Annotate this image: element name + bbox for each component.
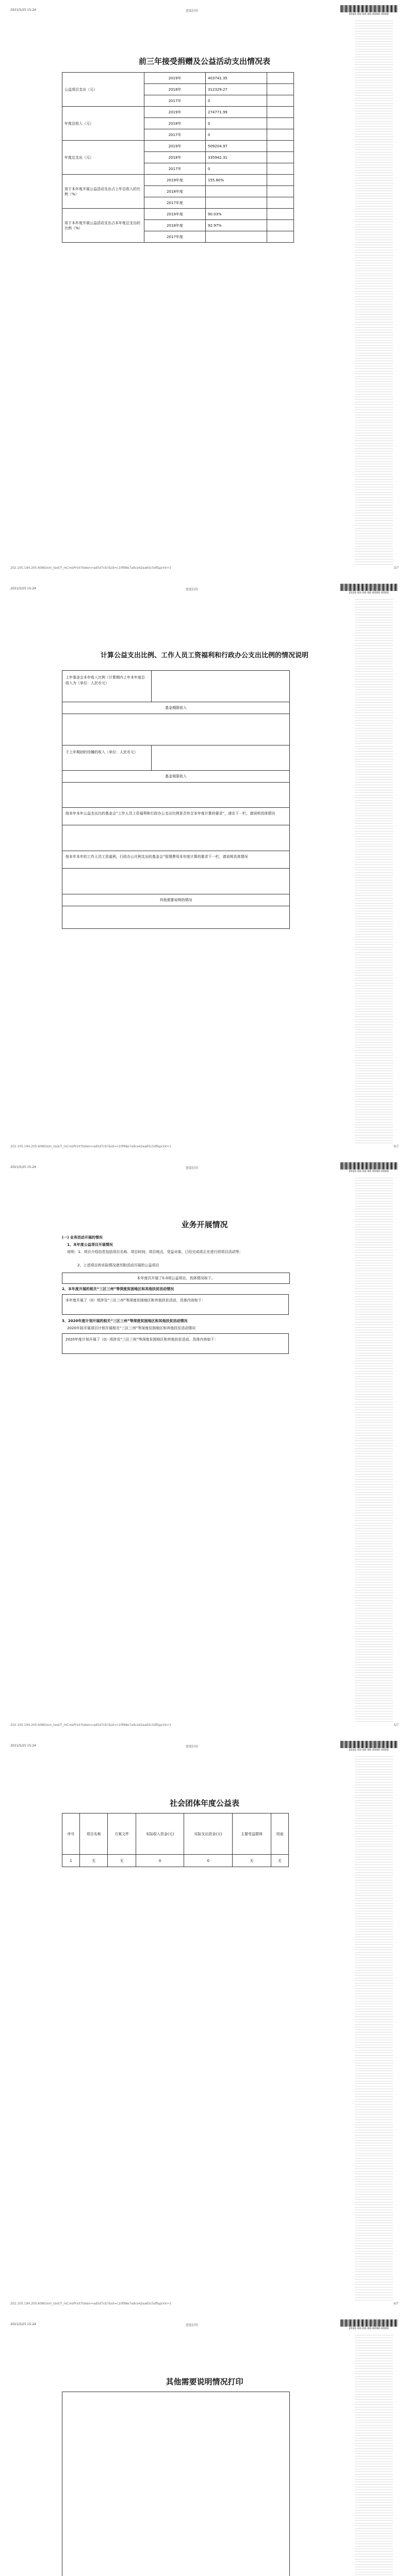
row-label: 按本年本年公益支出比的基金会“工作人员工资福利和行政办公支出比例是否符合本年度计算的要求”，请在下一栏，请说明具体情况	[62, 808, 289, 825]
column-header: 主要受益群体	[232, 1814, 271, 1855]
value-cell	[206, 197, 267, 209]
blank-cell	[267, 129, 294, 141]
column-header: 实际收入资金(元)	[136, 1814, 184, 1855]
section-title: 其他需要说明情况打印	[166, 2377, 243, 2386]
column-header: 用途	[271, 1814, 289, 1855]
table-cell: 无	[271, 1855, 289, 1867]
subheading: 1、本年度公益项目开展情况	[67, 1243, 113, 1247]
table-cell: 无	[108, 1855, 136, 1867]
print-datetime: 2021/5/25 15:24	[10, 2323, 36, 2326]
blank-cell	[267, 220, 294, 231]
section-title: 前三年接受捐赠及公益活动支出情况表	[138, 57, 270, 66]
section-title: 业务开展情况	[181, 1220, 228, 1229]
blank-cell	[267, 73, 294, 84]
page-3	[0, 1157, 409, 1736]
row-group-label: 用于本年度开展公益活动支出占本年度总支出的比例（%）	[62, 209, 144, 243]
table-header-row	[62, 1814, 289, 1855]
row-group-label: 年度总支出（元）	[62, 141, 144, 175]
year-cell: 2019年	[144, 73, 206, 84]
page-4	[0, 1736, 409, 2314]
page-footer	[10, 1723, 399, 1728]
row-label: 按本年本年的工作人员工资福利，行政办公比例支出的基金会“管理费用本年度计算的要求下一栏，请说明具体情况	[62, 851, 289, 869]
table-row	[62, 107, 294, 118]
value-cell: 274771.99	[206, 107, 267, 118]
blank-cell	[267, 141, 294, 152]
year-cell: 2017年度	[144, 197, 206, 209]
decorative-stripes	[355, 2335, 393, 2576]
blank-cell	[267, 107, 294, 118]
row-value	[62, 714, 289, 745]
year-cell: 2019年度	[144, 209, 206, 220]
table-cell: 1	[62, 1855, 80, 1867]
decorative-stripes	[355, 599, 393, 1145]
decorative-stripes	[355, 1178, 393, 1724]
year-cell: 2017年度	[144, 231, 206, 243]
barcode-number: 2020-00-00-00-0000-0000	[349, 1170, 389, 1173]
ratio-explanation-table	[62, 670, 290, 929]
value-cell: 92.97%	[206, 220, 267, 231]
barcode	[340, 1741, 397, 1752]
footer-url: 202.105.194.205:6080/xm_tool/T_mCmsPrint?token=ad5d7cb7&id=c10f98e7a9ce42ea65c5df&print=1	[10, 1145, 172, 1148]
year-cell: 2019年	[144, 107, 206, 118]
page-2	[0, 579, 409, 1157]
blank-cell	[267, 152, 294, 163]
value-cell: 0	[206, 95, 267, 107]
barcode-number: 2020-00-00-00-0000-0000	[349, 13, 389, 16]
blank-cell	[267, 95, 294, 107]
print-view-title: 查看打印	[186, 9, 199, 13]
value-cell	[206, 231, 267, 243]
note-text: 说明：1、项目介绍信息包括项目名称、项目时间、项目地点、受益对象、已经完成或正在进行的项目活动等；	[67, 1250, 243, 1254]
donation-table	[62, 72, 294, 243]
year-cell: 2018年度	[144, 220, 206, 231]
row-label: 基金规限收入	[62, 771, 289, 783]
column-header: 序号	[62, 1814, 80, 1855]
page-footer	[10, 2302, 399, 2307]
print-view-title: 查看打印	[186, 1745, 199, 1749]
value-cell	[206, 186, 267, 197]
blank-cell	[267, 118, 294, 129]
blank-cell	[267, 231, 294, 243]
print-datetime: 2021/5/25 15:24	[10, 8, 36, 12]
decorative-stripes	[355, 21, 393, 567]
row-value	[62, 906, 289, 928]
table-row	[62, 1855, 289, 1867]
page-number: 5/7	[394, 1723, 399, 1727]
print-datetime: 2021/5/25 15:24	[10, 1744, 36, 1748]
year-cell: 2017年	[144, 163, 206, 175]
value-cell: 0	[206, 118, 267, 129]
year-cell: 2018年	[144, 84, 206, 95]
row-value	[62, 826, 289, 851]
year-cell: 2017年	[144, 95, 206, 107]
row-value	[152, 745, 289, 771]
barcode	[340, 5, 397, 16]
page-5	[0, 2314, 409, 2576]
blank-cell	[267, 84, 294, 95]
page-number: 4/7	[394, 1145, 399, 1148]
other-notes-box	[62, 2392, 290, 2576]
page-footer	[10, 566, 399, 571]
print-view-title: 查看打印	[186, 2324, 199, 2327]
blank-cell	[267, 209, 294, 220]
print-view-title: 查看打印	[186, 588, 199, 591]
page-number: 6/7	[394, 2302, 399, 2306]
column-header: 项目名称	[79, 1814, 108, 1855]
row-label: 基金期限收入	[62, 702, 289, 714]
social-group-table	[62, 1813, 289, 1867]
value-cell: 335942.31	[206, 152, 267, 163]
row-group-label: 公益项目支出（元）	[62, 73, 144, 107]
value-cell: 155.80%	[206, 175, 267, 186]
table-row	[62, 73, 294, 84]
year-cell: 2018年度	[144, 186, 206, 197]
blank-cell	[267, 175, 294, 186]
barcode-number: 2020-00-00-00-0000-0000	[349, 2327, 389, 2330]
footer-url: 202.105.194.205:6080/xm_tool/T_mCmsPrint?token=ad5d7cb7&id=c10f98e7a9ce42ea65c5df&print=1	[10, 566, 172, 570]
print-datetime: 2021/5/25 15:24	[10, 587, 36, 590]
section-title: 计算公益支出比例、工作人员工资福利和行政办公支出比例的情况说明	[100, 652, 308, 659]
row-value	[152, 671, 289, 702]
value-cell: 403741.35	[206, 73, 267, 84]
column-header: 实际支出资金(元)	[184, 1814, 233, 1855]
row-value	[62, 783, 289, 808]
plan-activities-row: 2020年度计划开展了（0）项涉及“三区三州”等深度贫困地区和其他扶贫活动，具体内容如下：	[62, 1333, 289, 1354]
footer-url: 202.105.194.205:6080/xm_tool/T_mCmsPrint?token=ad5d7cb7&id=c10f98e7a9ce42ea65c5df&print=1	[10, 1723, 172, 1727]
decorative-stripes	[355, 1756, 393, 2302]
table-cell: 0	[136, 1855, 184, 1867]
value-cell: 0	[206, 163, 267, 175]
table-row	[62, 175, 294, 186]
table-row	[62, 141, 294, 152]
poverty-activities-row: 本年度开展了（0）项涉及“三区三州”等深度贫困地区和其他扶贫活动，具体内容如下：	[62, 1294, 289, 1315]
row-label: 于上年期初的待摊的收入（单位：人民币元）	[66, 750, 138, 754]
table-cell: 无	[232, 1855, 271, 1867]
value-cell: 509204.97	[206, 141, 267, 152]
barcode	[340, 2319, 397, 2331]
row-group-label: 用于本年度开展公益活动支出占上年总收入的比例（%）	[62, 175, 144, 209]
barcode-number: 2020-00-00-00-0000-0000	[349, 1749, 389, 1752]
subheading: 3、2020年度计划开展的相关“三区三州”等深度贫困地区和其他扶贫活动情况	[62, 1319, 188, 1323]
year-cell: 2018年	[144, 118, 206, 129]
subheading: 2、本年度开展的相关“三区三州”等深度贫困地区和其他扶贫活动情况	[62, 1287, 174, 1291]
row-group-label: 年度总收入（元）	[62, 107, 144, 141]
blank-cell	[267, 163, 294, 175]
note-text: 2、上述项目的实际情况请另附活动开展的公益项目	[77, 1263, 159, 1267]
value-cell: 312329.27	[206, 84, 267, 95]
note-text: 2020年拟开展项目计划开展相关“三区三州”等深度贫困地区和其他扶贫活动情况	[67, 1326, 196, 1330]
blank-cell	[267, 186, 294, 197]
year-cell: 2017年	[144, 129, 206, 141]
row-label: 上年基金会本年收入比例（计算期内上年本年度总收入为（单位：人民币元）	[66, 675, 145, 685]
value-cell: 90.03%	[206, 209, 267, 220]
page-1	[0, 0, 409, 579]
barcode-number: 2020-00-00-00-0000-0000	[349, 591, 389, 595]
row-value	[62, 869, 289, 894]
year-cell: 2019年度	[144, 175, 206, 186]
barcode	[340, 1162, 397, 1174]
projects-count-row: 本年度共开展了0.0项公益项目，具体情况如下。	[62, 1273, 290, 1284]
table-row	[62, 209, 294, 220]
barcode	[340, 584, 397, 595]
table-cell: 0	[184, 1855, 233, 1867]
section-title: 社会团体年度公益表	[169, 1799, 239, 1808]
column-header: 方案文件	[108, 1814, 136, 1855]
subheading: (一) 业务活动开展的情况	[62, 1235, 103, 1240]
year-cell: 2018年	[144, 152, 206, 163]
page-number: 3/7	[394, 566, 399, 570]
year-cell: 2019年	[144, 141, 206, 152]
value-cell: 0	[206, 129, 267, 141]
row-label: 其他需要说明的情况	[62, 894, 289, 906]
print-datetime: 2021/5/25 15:24	[10, 1165, 36, 1169]
table-cell: 无	[79, 1855, 108, 1867]
page-footer	[10, 1145, 399, 1150]
blank-cell	[267, 197, 294, 209]
print-view-title: 查看打印	[186, 1166, 199, 1170]
footer-url: 202.105.194.205:6080/xm_tool/T_mCmsPrint?token=ad5d7cb7&id=c10f98e7a9ce42ea65c5df&print=1	[10, 2302, 172, 2306]
